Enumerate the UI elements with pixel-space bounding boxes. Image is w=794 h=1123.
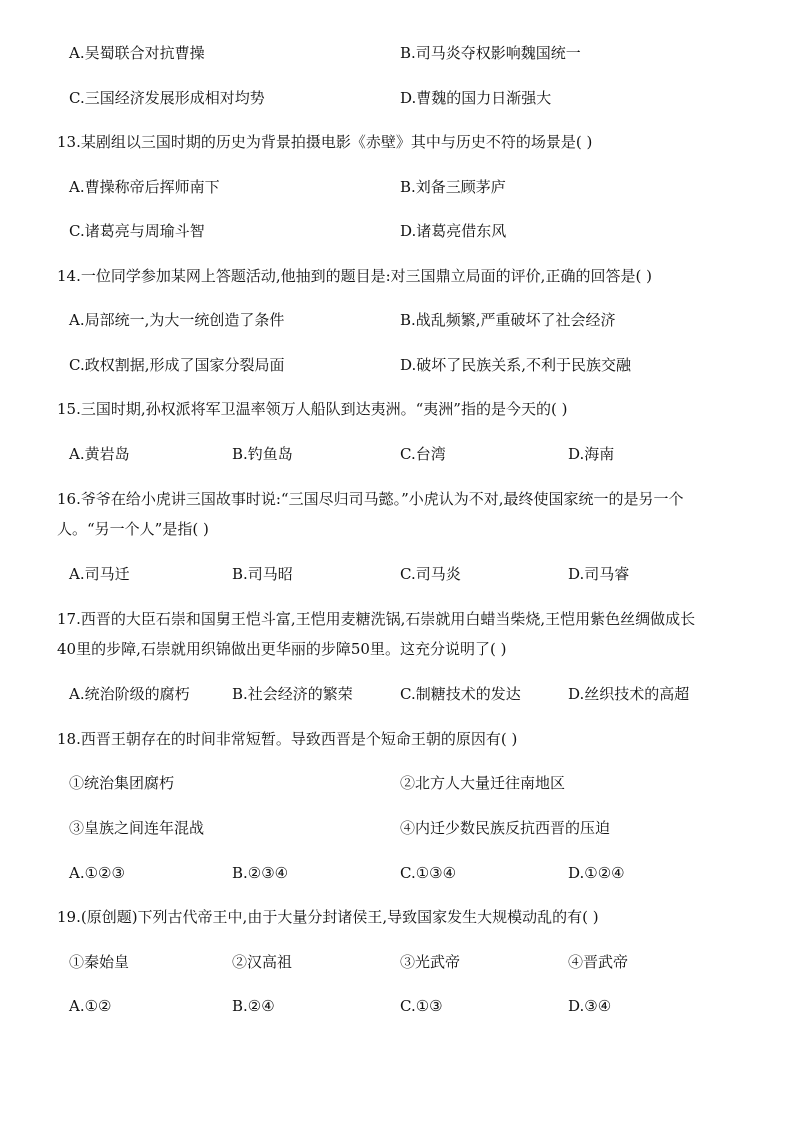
q14-option-b: B.战乱频繁,严重破坏了社会经济 [400,311,616,329]
q18-item-3: ③皇族之间连年混战 [69,819,205,837]
q17-option-b: B.社会经济的繁荣 [232,685,353,703]
q18-items-row2 [0,815,794,841]
q18-stem: 18.西晋王朝存在的时间非常短暂。导致西晋是个短命王朝的原因有( ) [57,730,518,748]
q13-option-c: C.诸葛亮与周瑜斗智 [69,222,205,240]
q12-option-a: A.吴蜀联合对抗曹操 [69,44,205,62]
q18-options-row [0,860,794,886]
q13-options-row1 [0,174,794,200]
q18-option-c: C.①③④ [400,864,457,882]
q16-stem-line1: 16.爷爷在给小虎讲三国故事时说:“三国尽归司马懿。”小虎认为不对,最终使国家统一的是另一个 [57,490,684,508]
q15-option-a: A.黄岩岛 [69,445,130,463]
q18-item-4: ④内迁少数民族反抗西晋的压迫 [400,819,611,837]
q16-option-d: D.司马睿 [568,565,630,583]
q17-stem-line2: 40里的步障,石崇就用织锦做出更华丽的步障50里。这充分说明了( ) [57,640,507,658]
q19-item-1: ①秦始皇 [69,953,130,971]
q13-option-a: A.曹操称帝后挥师南下 [69,178,220,196]
q12-options-row1 [0,40,794,66]
q14-stem: 14.一位同学参加某网上答题活动,他抽到的题目是:对三国鼎立局面的评价,正确的回答是( ) [57,267,652,285]
q18-option-d: D.①②④ [568,864,625,882]
q17-options-row [0,681,794,707]
q12-options-row2 [0,85,794,111]
q18-items-row1 [0,770,794,796]
q13-option-b: B.刘备三顾茅庐 [400,178,506,196]
q18-item-1: ①统治集团腐朽 [69,774,175,792]
q16-option-a: A.司马迁 [69,565,130,583]
q17-option-d: D.丝织技术的高超 [568,685,690,703]
q19-item-4: ④晋武帝 [568,953,629,971]
q14-option-c: C.政权割据,形成了国家分裂局面 [69,356,285,374]
q18-item-2: ②北方人大量迁往南地区 [400,774,566,792]
q14-options-row2 [0,352,794,378]
q17-option-c: C.制糖技术的发达 [400,685,521,703]
q14-option-a: A.局部统一,为大一统创造了条件 [69,311,285,329]
q19-option-c: C.①③ [400,997,443,1015]
q13-stem: 13.某剧组以三国时期的历史为背景拍摄电影《赤壁》其中与历史不符的场景是( ) [57,133,593,151]
q16-options-row [0,561,794,587]
q13-option-d: D.诸葛亮借东风 [400,222,507,240]
q19-item-2: ②汉高祖 [232,953,293,971]
q12-option-b: B.司马炎夺权影响魏国统一 [400,44,581,62]
q19-item-3: ③光武帝 [400,953,461,971]
q19-option-d: D.③④ [568,997,612,1015]
q19-options-row [0,993,794,1019]
q15-stem: 15.三国时期,孙权派将军卫温率领万人船队到达夷洲。“夷洲”指的是今天的( ) [57,400,568,418]
q12-option-d: D.曹魏的国力日渐强大 [400,89,552,107]
q18-option-a: A.①②③ [69,864,125,882]
q12-option-c: C.三国经济发展形成相对均势 [69,89,265,107]
q16-option-c: C.司马炎 [400,565,461,583]
q17-stem-line1: 17.西晋的大臣石崇和国舅王恺斗富,王恺用麦糖洗锅,石崇就用白蜡当柴烧,王恺用紫色丝绸做成长 [57,610,696,628]
q16-stem-line2: 人。“另一个人”是指( ) [57,520,209,538]
q14-option-d: D.破坏了民族关系,不利于民族交融 [400,356,632,374]
q16-option-b: B.司马昭 [232,565,293,583]
q15-option-b: B.钓鱼岛 [232,445,293,463]
q19-stem: 19.(原创题)下列古代帝王中,由于大量分封诸侯王,导致国家发生大规模动乱的有( ) [57,908,599,926]
q13-options-row2 [0,218,794,244]
q19-option-a: A.①② [69,997,112,1015]
q15-option-d: D.海南 [568,445,615,463]
q14-options-row1 [0,307,794,333]
q19-items-row [0,949,794,975]
q19-option-b: B.②④ [232,997,275,1015]
q15-option-c: C.台湾 [400,445,446,463]
q18-option-b: B.②③④ [232,864,289,882]
q15-options-row [0,441,794,467]
q17-option-a: A.统治阶级的腐朽 [69,685,190,703]
